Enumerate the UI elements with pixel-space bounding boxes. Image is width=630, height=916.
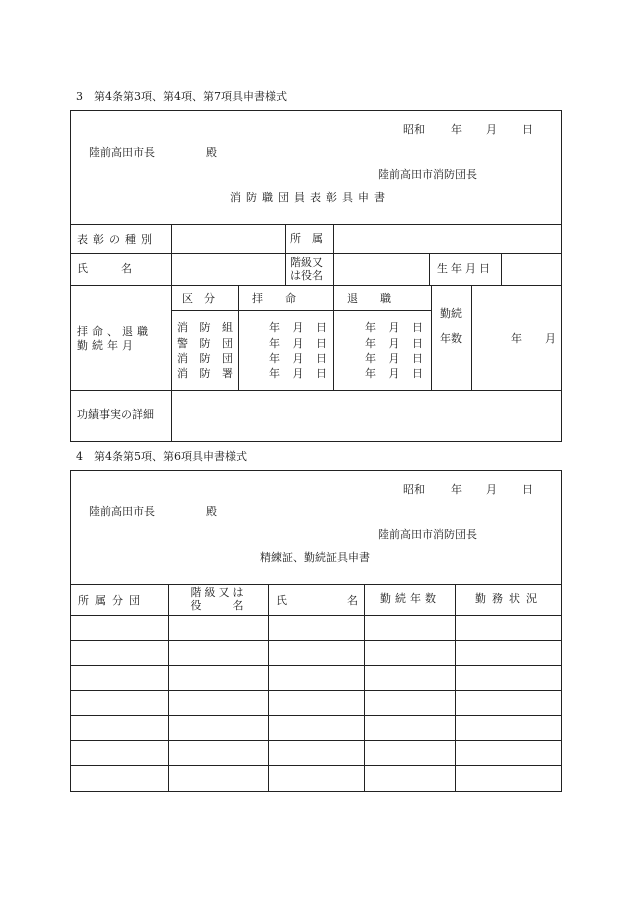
header-rank-or-title: 階級又は 役 名 xyxy=(190,585,247,612)
header-service-status: 勤務状況 xyxy=(475,592,543,606)
rule xyxy=(171,224,172,442)
retirement-date: 年 月 日 xyxy=(365,351,423,365)
section4-heading: 4 第4条第5項、第6項具申書様式 xyxy=(76,450,247,463)
appointment-date: 年 月 日 xyxy=(269,320,327,334)
rule xyxy=(364,584,365,792)
section3-date-month: 月 xyxy=(486,123,497,136)
rule xyxy=(70,640,562,641)
division-item: 消 防 団 xyxy=(177,351,233,365)
column-division: 区 分 xyxy=(182,292,215,305)
rule xyxy=(70,615,562,616)
rule xyxy=(168,584,169,792)
section4-addressee: 陸前高田市長 xyxy=(89,505,155,518)
rule xyxy=(70,690,562,691)
rule xyxy=(70,765,562,766)
rule xyxy=(70,285,562,286)
birthdate-label: 生年月日 xyxy=(437,262,493,275)
name-label: 氏 名 xyxy=(77,262,132,275)
tenure-month: 月 xyxy=(545,332,556,345)
section4-date-month: 月 xyxy=(486,483,497,496)
rule xyxy=(70,715,562,716)
section3-sender: 陸前高田市消防団長 xyxy=(378,168,477,181)
appointment-retirement-label: 拝命、退職 勤続年月 xyxy=(77,325,152,353)
rule xyxy=(70,665,562,666)
rule xyxy=(268,584,269,792)
rule xyxy=(429,253,430,285)
division-item: 消 防 組 xyxy=(177,320,233,334)
column-retirement: 退 職 xyxy=(347,292,391,305)
appointment-date: 年 月 日 xyxy=(269,351,327,365)
award-type-label: 表彰の種別 xyxy=(77,232,157,246)
section3-date-year: 年 xyxy=(451,123,462,136)
header-name: 氏 名 xyxy=(276,593,358,607)
rule xyxy=(70,390,562,391)
section4-date-year: 年 xyxy=(451,483,462,496)
section3-date-day: 日 xyxy=(522,123,533,136)
section4-form-frame xyxy=(70,470,562,792)
rule xyxy=(238,285,239,390)
merit-details-label: 功績事実の詳細 xyxy=(77,408,154,421)
header-years-of-service: 勤続年数 xyxy=(380,592,440,606)
rule xyxy=(171,310,431,311)
rule xyxy=(333,285,334,390)
section3-honorific: 殿 xyxy=(206,146,217,159)
section3-form-title: 消防職団員表彰具申書 xyxy=(230,191,390,204)
appointment-date: 年 月 日 xyxy=(269,366,327,380)
rule xyxy=(501,253,502,285)
header-affiliated-unit: 所属分団 xyxy=(78,593,146,607)
division-item: 警 防 団 xyxy=(177,336,233,350)
section4-honorific: 殿 xyxy=(206,505,217,518)
section4-date-era: 昭和 xyxy=(403,483,425,496)
rule xyxy=(333,224,334,285)
rule xyxy=(285,224,286,285)
retirement-date: 年 月 日 xyxy=(365,366,423,380)
retirement-date: 年 月 日 xyxy=(365,336,423,350)
section4-sender: 陸前高田市消防団長 xyxy=(378,528,477,541)
appointment-date: 年 月 日 xyxy=(269,336,327,350)
section3-heading: 3 第4条第3項、第4項、第7項具申書様式 xyxy=(76,90,287,103)
section4-date-day: 日 xyxy=(522,483,533,496)
tenure-year: 年 xyxy=(511,332,522,345)
section3-addressee: 陸前高田市長 xyxy=(89,146,155,159)
column-tenure: 勤続 年数 xyxy=(440,307,462,346)
rule xyxy=(70,253,562,254)
rule xyxy=(70,740,562,741)
affiliation-label: 所 属 xyxy=(290,232,323,245)
section4-form-title: 精練証、勤続証具申書 xyxy=(260,551,370,564)
retirement-date: 年 月 日 xyxy=(365,320,423,334)
rule xyxy=(431,285,432,390)
column-appointment: 拝 命 xyxy=(252,292,296,305)
rank-label: 階級又 は役名 xyxy=(290,256,323,283)
section3-date-era: 昭和 xyxy=(403,123,425,136)
rule xyxy=(471,285,472,390)
division-item: 消 防 署 xyxy=(177,366,233,380)
rule xyxy=(455,584,456,792)
